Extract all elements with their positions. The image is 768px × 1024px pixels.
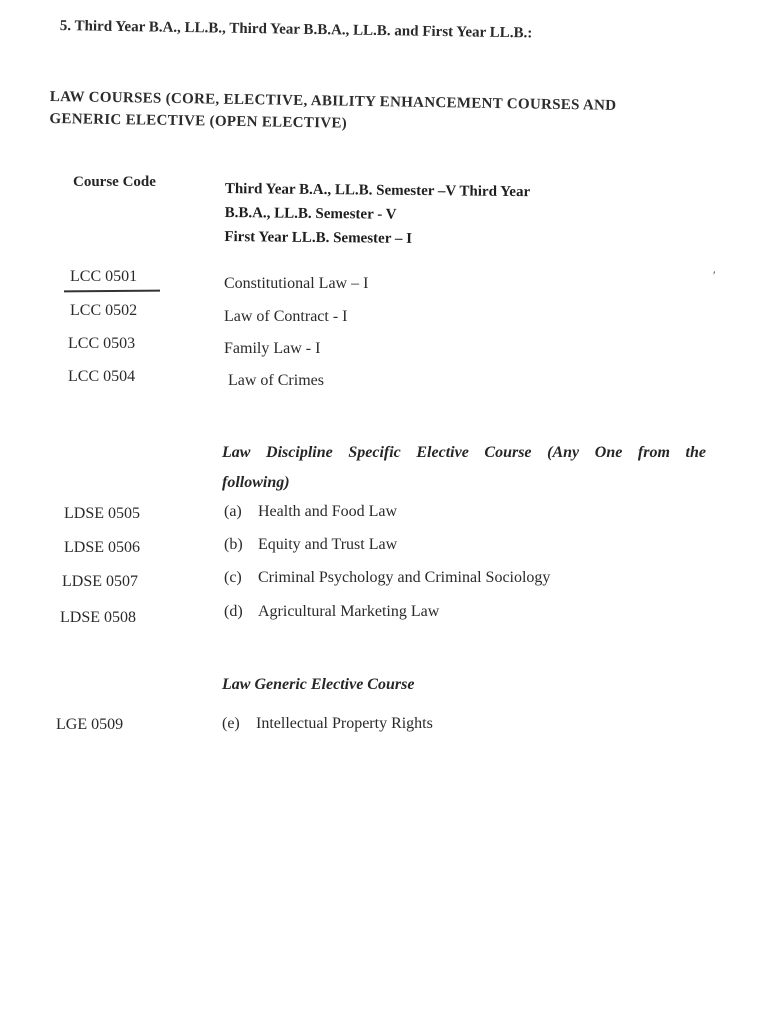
- generic-elective-title: Law Generic Elective Course: [222, 676, 415, 693]
- elective-option: [224, 503, 397, 521]
- course-title: Law of Crimes: [228, 372, 324, 389]
- course-title: Constitutional Law – I: [224, 275, 369, 292]
- course-title: Family Law - I: [224, 340, 321, 357]
- elective-option: [224, 569, 550, 587]
- course-code: LCC 0503: [68, 335, 136, 352]
- course-code: LDSE 0508: [60, 609, 136, 626]
- elective-option: [224, 536, 397, 554]
- course-code: LGE 0509: [56, 716, 124, 733]
- course-code: LCC 0501: [70, 268, 138, 285]
- course-title: Criminal Psychology and Criminal Sociology: [258, 569, 551, 586]
- course-title: Agricultural Marketing Law: [258, 603, 440, 620]
- semester-header: [224, 177, 530, 252]
- course-title: Law of Contract - I: [224, 308, 348, 325]
- option-label: (d): [224, 603, 243, 620]
- section-title-line-2: GENERIC ELECTIVE (OPEN ELECTIVE): [49, 110, 348, 132]
- semester-header-line-2: B.B.A., LL.B. Semester - V: [224, 204, 397, 223]
- course-code: LDSE 0506: [64, 539, 140, 556]
- elective-option: [224, 603, 439, 621]
- option-label: (a): [224, 503, 242, 520]
- course-title: Health and Food Law: [258, 503, 398, 520]
- course-code: LCC 0504: [68, 368, 136, 385]
- option-label: (e): [222, 715, 240, 732]
- course-code-header: Course Code: [73, 174, 156, 190]
- course-code: LDSE 0507: [62, 573, 138, 590]
- generic-option: [222, 715, 433, 733]
- course-code: LCC 0502: [70, 302, 138, 319]
- handwritten-underline: [64, 290, 160, 293]
- course-title: Intellectual Property Rights: [256, 715, 433, 732]
- semester-header-line-1: Third Year B.A., LL.B. Semester –V Third Year: [224, 180, 531, 201]
- course-title: Equity and Trust Law: [258, 536, 398, 553]
- option-label: (b): [224, 536, 243, 553]
- elective-section-title: Law Discipline Specific Elective Course (Any One from the following): [222, 444, 706, 491]
- stray-mark: ′: [713, 268, 716, 282]
- semester-header-line-3: First Year LL.B. Semester – I: [224, 228, 413, 247]
- course-code: LDSE 0505: [64, 505, 140, 522]
- section-title-line-1: LAW COURSES (CORE, ELECTIVE, ABILITY ENHANCEMENT COURSES AND: [49, 88, 617, 114]
- section-title: [49, 86, 720, 141]
- option-label: (c): [224, 569, 242, 586]
- page-heading: 5. Third Year B.A., LL.B., Third Year B.B.A., LL.B. and First Year LL.B.:: [59, 18, 533, 42]
